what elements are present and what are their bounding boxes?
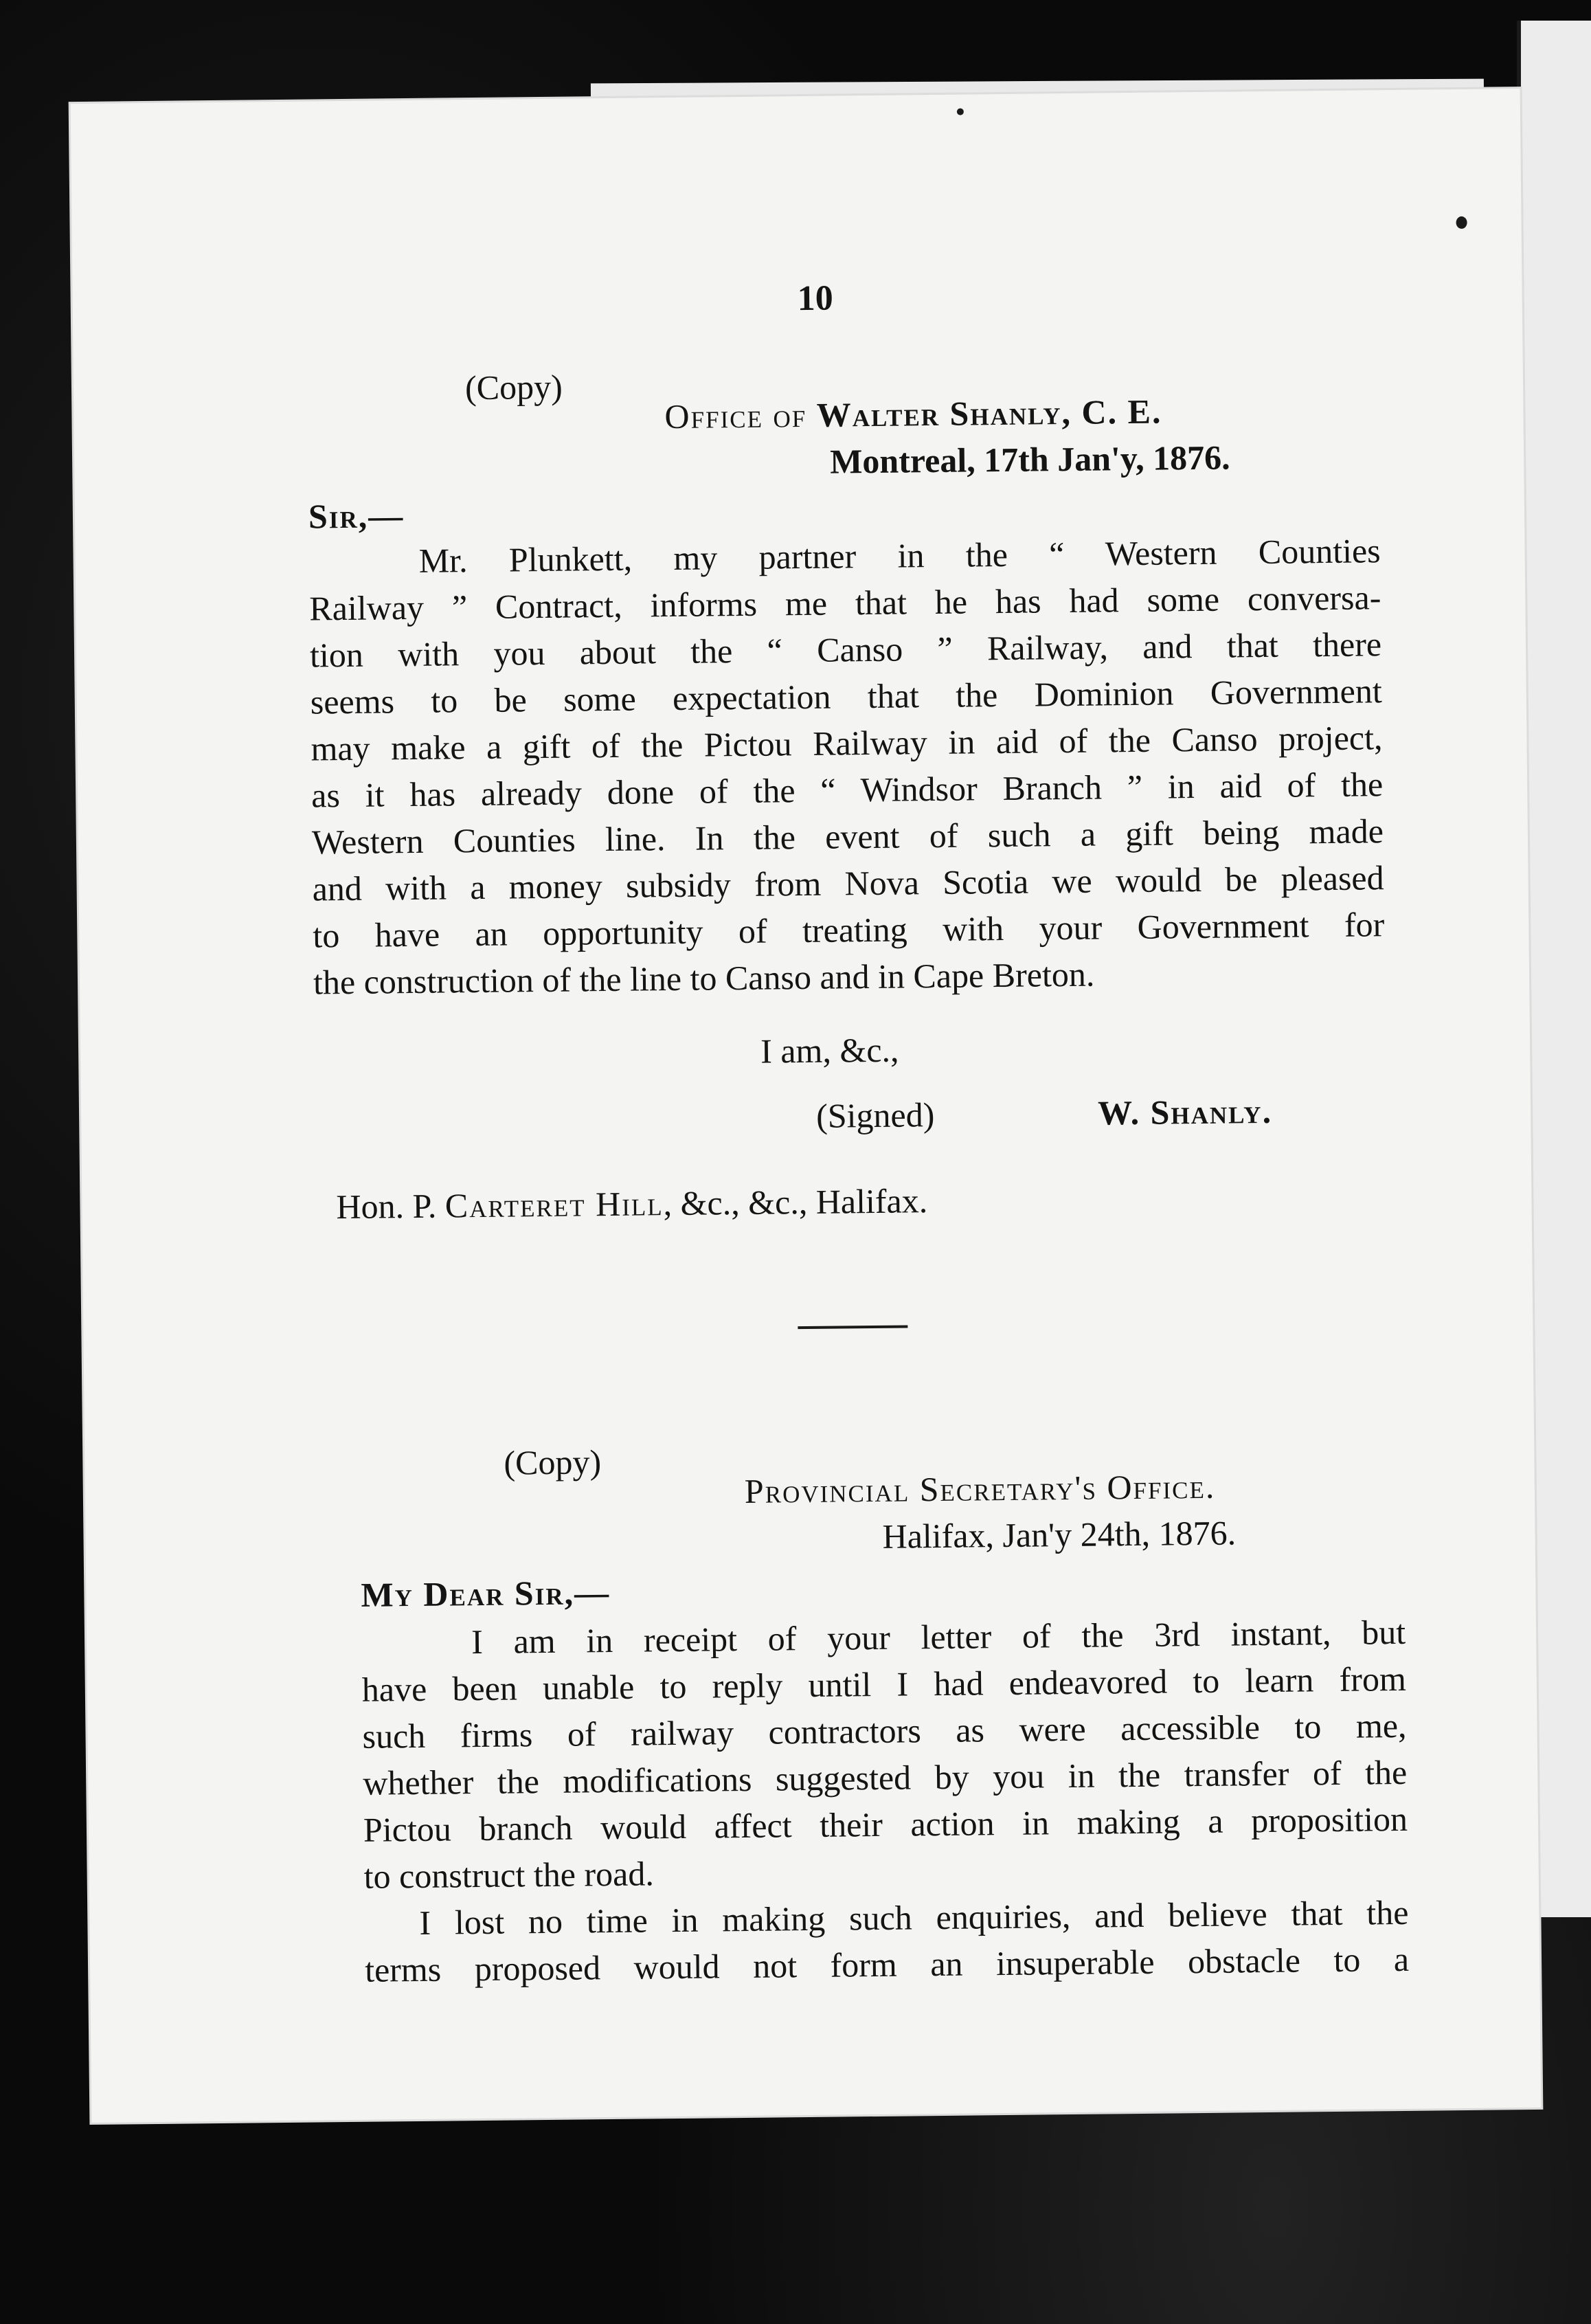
letter1-office-name: Walter Shanly, C. E. [816, 392, 1162, 434]
letter2-salutation: My Dear Sir,— [361, 1573, 611, 1614]
letter2-body-line: whether the modifications suggested by you in the transfer of the [362, 1752, 1408, 1802]
letter2-date: Halifax, Jan'y 24th, 1876. [882, 1513, 1237, 1556]
letter2-body-line: Pictou branch would affect their action in making a proposition [363, 1799, 1408, 1849]
letter1-body-line: as it has already done of the “ Windsor Branch ” in aid of the [311, 765, 1384, 815]
document-page [71, 89, 1542, 2123]
letter1-body-line: seems to be some expectation that the Dominion Government [310, 671, 1383, 722]
letter1-body-line: the construction of the line to Canso and in Cape Breton. [313, 954, 1095, 1002]
letter2-body-line: have been unable to reply until I had endeavored to learn from [361, 1659, 1407, 1709]
letter1-closing: I am, &c., [760, 1030, 899, 1071]
letter2-body-line: such firms of railway contractors as were accessible to me, [362, 1706, 1407, 1756]
letter1-addressee [336, 1177, 927, 1230]
letter1-office [664, 388, 1162, 440]
page-number: 10 [797, 278, 833, 319]
letter1-body-line: Railway ” Contract, informs me that he has had some conversa- [309, 578, 1381, 628]
letter1-body-line: Western Counties line. In the event of such a gift being made [311, 812, 1384, 862]
addressee-name: Carteret Hill [444, 1184, 664, 1225]
letter1-body-line: tion with you about the “ Canso ” Railway, and that there [309, 625, 1382, 675]
letter2-body-line: to construct the road. [363, 1854, 655, 1896]
letter1-body-line: Mr. Plunkett, my partner in the “ Western Counties [418, 531, 1381, 580]
scan-speck [957, 109, 964, 115]
letter2-office: Provincial Secretary's Office. [744, 1466, 1216, 1510]
letter1-body-line: and with a money subsidy from Nova Scotia we would be pleased [312, 858, 1384, 908]
letter1-body-line: may make a gift of the Pictou Railway in aid of the Canso project, [311, 718, 1383, 768]
letter2-body-line: I lost no time in making such enquiries, and believe that the [419, 1892, 1409, 1942]
letter1-signed-label: (Signed) [815, 1095, 935, 1135]
letter1-office-prefix: Office of [664, 395, 817, 436]
letter2-copy-label: (Copy) [504, 1442, 602, 1482]
addressee-prefix: Hon. P. [336, 1186, 446, 1227]
letter1-salutation: Sir,— [308, 496, 405, 536]
letter1-date: Montreal, 17th Jan'y, 1876. [829, 438, 1230, 481]
letter2-body [361, 1609, 1410, 1993]
addressee-suffix: , &c., &c., Halifax. [663, 1181, 928, 1223]
letter2-body-line: terms proposed would not form an insuperable obstacle to a [364, 1939, 1410, 1989]
letter1-signature: W. Shanly. [1097, 1091, 1273, 1132]
letter1-body [308, 527, 1385, 1005]
scan-speck [1456, 216, 1467, 229]
letter1-copy-label: (Copy) [464, 367, 563, 407]
letter1-body-line: to have an opportunity of treating with your Government for [313, 905, 1385, 955]
letter2-body-line: I am in receipt of your letter of the 3rd instant, but [471, 1612, 1406, 1662]
section-divider [798, 1325, 907, 1329]
